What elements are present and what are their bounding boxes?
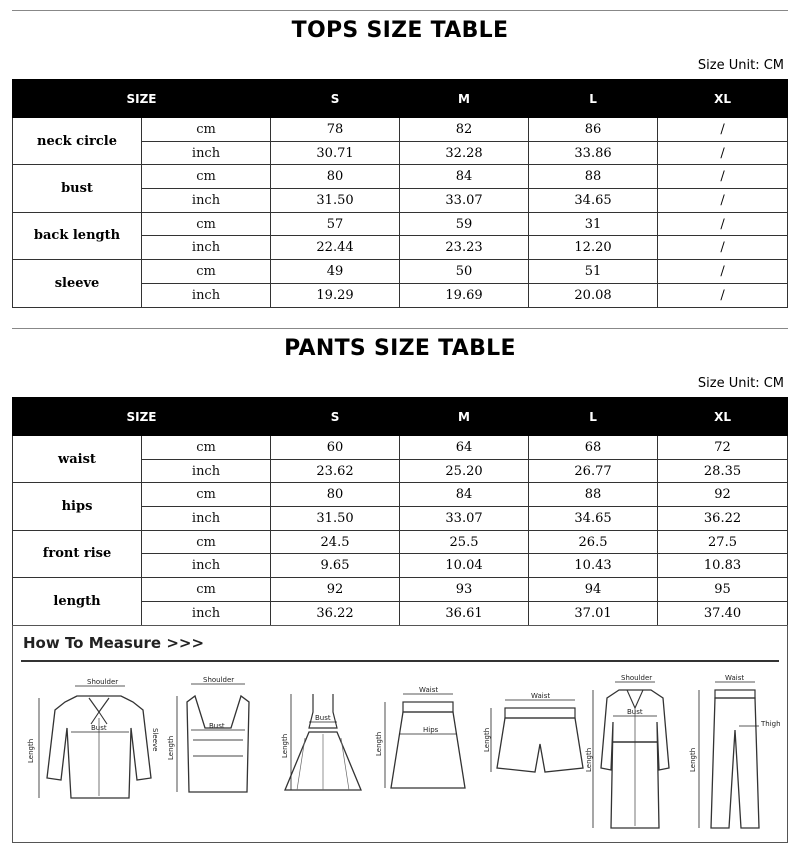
- value-cell: 31.50: [271, 189, 400, 213]
- value-cell: 31.50: [271, 507, 400, 531]
- table-row: [13, 578, 788, 602]
- how-to-measure-title: How To Measure >>>: [23, 634, 205, 652]
- row-label: bust: [13, 165, 142, 212]
- header-size: SIZE: [13, 398, 271, 436]
- pants-header-row: [13, 398, 788, 436]
- unit-cell: cm: [142, 436, 271, 460]
- value-cell: 94: [529, 578, 658, 602]
- shoulder-label: Shoulder: [621, 674, 653, 682]
- thigh-label: Thigh: [761, 720, 781, 728]
- top-divider: [12, 10, 788, 11]
- waist-label: Waist: [531, 692, 551, 700]
- table-row: [13, 165, 788, 189]
- unit-cell: inch: [142, 507, 271, 531]
- value-cell: 26.77: [529, 459, 658, 483]
- value-cell: 22.44: [271, 236, 400, 260]
- length-label: Length: [689, 747, 697, 772]
- value-cell: 68: [529, 436, 658, 460]
- shoulder-label: Shoulder: [87, 678, 119, 686]
- table-row: [13, 118, 788, 142]
- pants-diagram-icon: [685, 668, 785, 838]
- value-cell: /: [658, 260, 788, 284]
- value-cell: 80: [271, 483, 400, 507]
- unit-cell: cm: [142, 530, 271, 554]
- value-cell: 33.86: [529, 141, 658, 165]
- value-cell: /: [658, 165, 788, 189]
- shirt-diagram-icon: [25, 668, 165, 808]
- value-cell: 33.07: [400, 507, 529, 531]
- value-cell: 28.35: [658, 459, 788, 483]
- value-cell: 23.23: [400, 236, 529, 260]
- value-cell: 19.29: [271, 283, 400, 307]
- row-label: front rise: [13, 530, 142, 577]
- value-cell: 34.65: [529, 189, 658, 213]
- pants-title: PANTS SIZE TABLE: [284, 336, 516, 361]
- value-cell: 59: [400, 212, 529, 236]
- value-cell: 64: [400, 436, 529, 460]
- unit-cell: cm: [142, 118, 271, 142]
- tops-unit-note: Size Unit: CM: [697, 58, 784, 73]
- value-cell: 31: [529, 212, 658, 236]
- value-cell: 78: [271, 118, 400, 142]
- pants-size-table: [12, 397, 788, 626]
- value-cell: 19.69: [400, 283, 529, 307]
- value-cell: 50: [400, 260, 529, 284]
- how-to-measure-underline: [21, 660, 779, 662]
- tops-header-row: [13, 80, 788, 118]
- value-cell: 9.65: [271, 554, 400, 578]
- row-label: neck circle: [13, 118, 142, 165]
- unit-cell: inch: [142, 283, 271, 307]
- value-cell: 25.5: [400, 530, 529, 554]
- header-m: M: [400, 398, 529, 436]
- length-label: Length: [27, 738, 35, 763]
- unit-cell: inch: [142, 189, 271, 213]
- value-cell: /: [658, 283, 788, 307]
- unit-cell: cm: [142, 483, 271, 507]
- value-cell: 82: [400, 118, 529, 142]
- value-cell: 10.43: [529, 554, 658, 578]
- length-label: Length: [585, 747, 593, 772]
- value-cell: /: [658, 118, 788, 142]
- unit-cell: inch: [142, 601, 271, 625]
- row-label: waist: [13, 436, 142, 483]
- value-cell: /: [658, 236, 788, 260]
- value-cell: 93: [400, 578, 529, 602]
- tops-size-table: [12, 79, 788, 308]
- value-cell: 30.71: [271, 141, 400, 165]
- value-cell: 37.01: [529, 601, 658, 625]
- header-s: S: [271, 80, 400, 118]
- value-cell: 23.62: [271, 459, 400, 483]
- tops-title: TOPS SIZE TABLE: [291, 18, 509, 43]
- bust-label: Bust: [627, 708, 643, 716]
- value-cell: 27.5: [658, 530, 788, 554]
- value-cell: 36.61: [400, 601, 529, 625]
- bust-label: Bust: [315, 714, 331, 722]
- dress-diagram-icon: [275, 668, 375, 808]
- value-cell: /: [658, 141, 788, 165]
- value-cell: 60: [271, 436, 400, 460]
- value-cell: 12.20: [529, 236, 658, 260]
- value-cell: 33.07: [400, 189, 529, 213]
- header-l: L: [529, 80, 658, 118]
- skirt-diagram-icon: [371, 668, 481, 808]
- header-m: M: [400, 80, 529, 118]
- value-cell: 20.08: [529, 283, 658, 307]
- waist-label: Waist: [725, 674, 745, 682]
- shorts-diagram-icon: [483, 668, 593, 808]
- value-cell: 10.04: [400, 554, 529, 578]
- length-label: Length: [167, 735, 175, 760]
- unit-cell: cm: [142, 260, 271, 284]
- value-cell: 24.5: [271, 530, 400, 554]
- pants-unit-note: Size Unit: CM: [697, 376, 784, 391]
- bust-label: Bust: [209, 722, 225, 730]
- value-cell: 84: [400, 165, 529, 189]
- length-label: Length: [483, 727, 491, 752]
- value-cell: 32.28: [400, 141, 529, 165]
- mid-divider: [12, 328, 788, 329]
- value-cell: 51: [529, 260, 658, 284]
- value-cell: 72: [658, 436, 788, 460]
- value-cell: 80: [271, 165, 400, 189]
- hips-label: Hips: [423, 726, 439, 734]
- unit-cell: inch: [142, 459, 271, 483]
- coat-diagram-icon: [583, 668, 683, 838]
- unit-cell: inch: [142, 141, 271, 165]
- length-label: Length: [281, 733, 289, 758]
- value-cell: 36.22: [271, 601, 400, 625]
- length-label: Length: [375, 731, 383, 756]
- bust-label: Bust: [91, 724, 107, 732]
- value-cell: 86: [529, 118, 658, 142]
- tank-top-diagram-icon: [163, 668, 273, 808]
- unit-cell: cm: [142, 165, 271, 189]
- value-cell: 95: [658, 578, 788, 602]
- value-cell: 84: [400, 483, 529, 507]
- value-cell: 57: [271, 212, 400, 236]
- table-row: [13, 436, 788, 460]
- waist-label: Waist: [419, 686, 439, 694]
- value-cell: 36.22: [658, 507, 788, 531]
- unit-cell: inch: [142, 236, 271, 260]
- table-row: [13, 483, 788, 507]
- header-xl: XL: [658, 398, 788, 436]
- unit-cell: cm: [142, 578, 271, 602]
- header-size: SIZE: [13, 80, 271, 118]
- value-cell: /: [658, 189, 788, 213]
- row-label: length: [13, 578, 142, 625]
- value-cell: 49: [271, 260, 400, 284]
- header-xl: XL: [658, 80, 788, 118]
- row-label: hips: [13, 483, 142, 530]
- value-cell: 92: [271, 578, 400, 602]
- table-row: [13, 530, 788, 554]
- unit-cell: inch: [142, 554, 271, 578]
- header-s: S: [271, 398, 400, 436]
- sleeve-label: Sleeve: [151, 728, 159, 752]
- value-cell: 26.5: [529, 530, 658, 554]
- header-l: L: [529, 398, 658, 436]
- value-cell: 25.20: [400, 459, 529, 483]
- value-cell: 92: [658, 483, 788, 507]
- value-cell: 34.65: [529, 507, 658, 531]
- table-row: [13, 212, 788, 236]
- value-cell: /: [658, 212, 788, 236]
- unit-cell: cm: [142, 212, 271, 236]
- value-cell: 88: [529, 483, 658, 507]
- shoulder-label: Shoulder: [203, 676, 235, 684]
- value-cell: 10.83: [658, 554, 788, 578]
- value-cell: 37.40: [658, 601, 788, 625]
- row-label: sleeve: [13, 260, 142, 307]
- how-to-measure-panel: [12, 625, 788, 843]
- row-label: back length: [13, 212, 142, 259]
- value-cell: 88: [529, 165, 658, 189]
- table-row: [13, 260, 788, 284]
